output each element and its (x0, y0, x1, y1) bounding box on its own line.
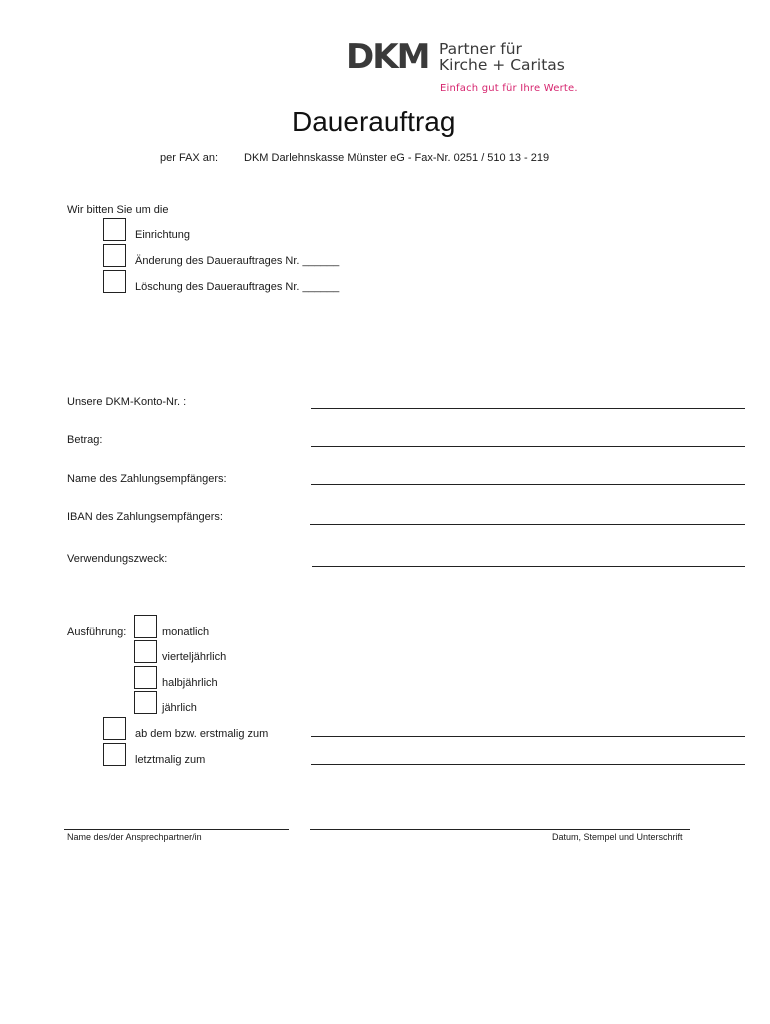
field-label-betrag: Betrag: (67, 434, 103, 446)
dkm-logo-mark: DKM (346, 37, 429, 77)
page-title: Dauerauftrag (292, 106, 456, 137)
field-line-empfaenger[interactable] (311, 484, 745, 485)
field-label-empfaenger: Name des Zahlungsempfängers: (67, 473, 227, 485)
logo-line-1: Partner für (439, 40, 522, 58)
checkbox-loeschung[interactable] (103, 270, 126, 293)
option-monatlich-label: monatlich (162, 626, 210, 638)
field-line-verwendungszweck[interactable] (312, 566, 745, 567)
checkbox-aenderung[interactable] (103, 244, 126, 267)
logo-text (439, 41, 565, 73)
field-line-iban[interactable] (310, 524, 745, 525)
contact-signature-line[interactable] (64, 829, 289, 830)
checkbox-start-date[interactable] (103, 717, 126, 740)
checkbox-monatlich[interactable] (134, 615, 157, 638)
date-signature-line[interactable] (310, 829, 690, 830)
option-einrichtung-label: Einrichtung (135, 229, 191, 241)
end-date-line[interactable] (311, 764, 745, 765)
field-label-iban: IBAN des Zahlungsempfängers: (67, 511, 223, 523)
tagline: Einfach gut für Ihre Werte. (440, 83, 578, 94)
option-aenderung-label: Änderung des Dauerauftrages Nr. ______ (135, 255, 340, 267)
option-jaehrlich-label: jährlich (162, 702, 197, 714)
contact-label: Name des/der Ansprechpartner/in (67, 832, 202, 842)
start-date-label: ab dem bzw. erstmalig zum (135, 728, 269, 740)
option-vierteljaehrlich-label: vierteljährlich (162, 651, 227, 663)
option-halbjaehrlich-label: halbjährlich (162, 677, 218, 689)
logo-line-2: Kirche + Caritas (439, 56, 565, 74)
fax-recipient: DKM Darlehnskasse Münster eG - Fax-Nr. 0251 / 510 13 - 219 (244, 152, 550, 164)
field-line-konto[interactable] (311, 408, 745, 409)
end-date-label: letztmalig zum (135, 754, 206, 766)
checkbox-end-date[interactable] (103, 743, 126, 766)
start-date-line[interactable] (311, 736, 745, 737)
field-label-verwendungszweck: Verwendungszweck: (67, 553, 168, 565)
checkbox-halbjaehrlich[interactable] (134, 666, 157, 689)
option-loeschung-label: Löschung des Dauerauftrages Nr. ______ (135, 281, 340, 293)
field-line-betrag[interactable] (311, 446, 745, 447)
fax-label: per FAX an: (160, 152, 219, 164)
checkbox-jaehrlich[interactable] (134, 691, 157, 714)
date-signature-label: Datum, Stempel und Unterschrift (552, 832, 683, 842)
request-intro: Wir bitten Sie um die (67, 204, 169, 216)
checkbox-vierteljaehrlich[interactable] (134, 640, 157, 663)
field-label-konto: Unsere DKM-Konto-Nr. : (67, 396, 187, 408)
execution-label: Ausführung: (67, 626, 127, 638)
checkbox-einrichtung[interactable] (103, 218, 126, 241)
